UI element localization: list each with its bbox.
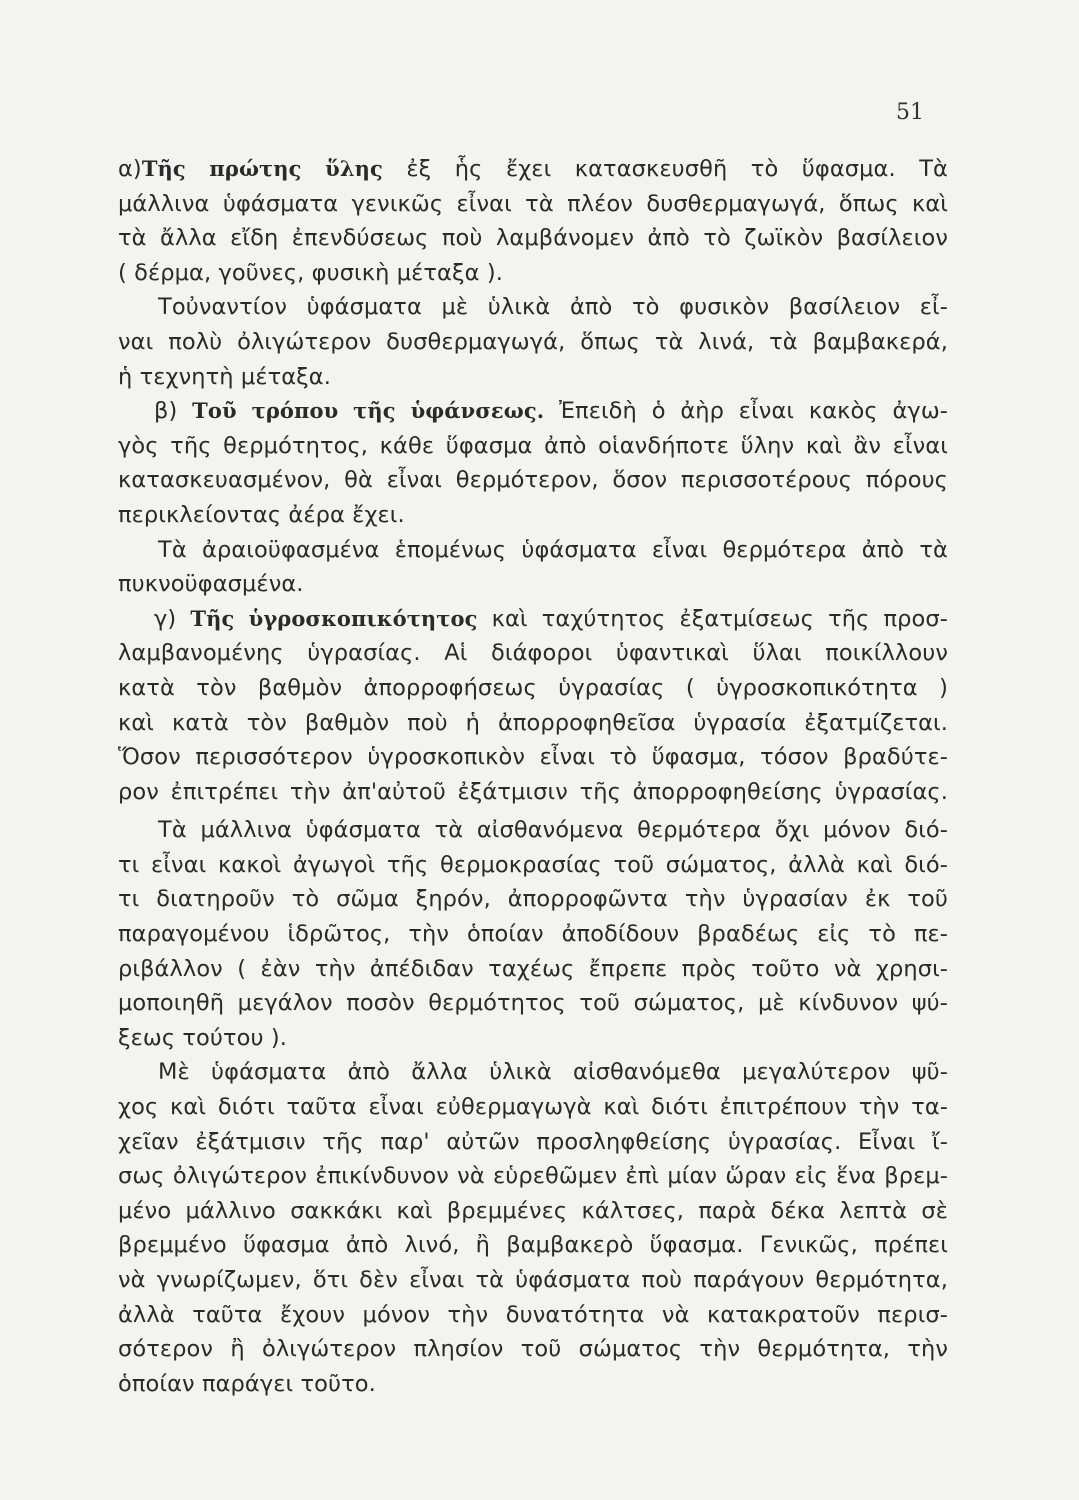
section-b-first-line [118,394,948,429]
text-line: ( δέρμα, γοῦνες, φυσικὴ μέταξα ). [118,259,503,286]
text-line: χεῖαν ἐξάτμισιν τῆς παρ' αὐτῶν προσληφθείσης ὑγρασίας. Εἶναι ἴ- [118,1128,948,1155]
section-a-heading: Τῆς πρώτης ὕλης [141,156,383,181]
text-line: Ὅσον περισσότερον ὑγροσκοπικὸν εἶναι τὸ ὕφασμα, τόσον βραδύτε- [118,744,948,771]
section-b-heading: Τοῦ τρόπου τῆς ὑφάνσεως. [192,398,545,424]
text-line: κατὰ τὸν βαθμὸν ἀπορροφήσεως ὑγρασίας ( ὑγροσκοπικότητα ) [118,674,948,701]
text-line: τι διατηροῦν τὸ σῶμα ξηρόν, ἀπορροφῶντα τὴν ὑγρασίαν ἐκ τοῦ [118,886,948,913]
text-line: καὶ κατὰ τὸν βαθμὸν ποὺ ἡ ἀπορροφηθεῖσα ὑγρασία ἐξατμίζεται. [118,709,948,736]
text-line: ὁποίαν παράγει τοῦτο. [118,1370,376,1397]
page-number: 51 [896,100,924,125]
text-line: τὰ ἄλλα εἴδη ἐπενδύσεως ποὺ λαμβάνομεν ἀπὸ τὸ ζωϊκὸν βασίλειον [118,225,948,252]
text-line: τι εἶναι κακοὶ ἀγωγοὶ τῆς θερμοκρασίας τοῦ σώματος, ἀλλὰ καὶ διό- [118,851,948,878]
body-text [118,152,948,1401]
text-line: σότερον ἢ ὀλιγώτερον πλησίον τοῦ σώματος τὴν θερμότητα, τὴν [118,1336,948,1363]
text-line: περικλείοντας ἀέρα ἔχει. [118,501,405,528]
text-line: μοποιηθῆ μεγάλον ποσὸν θερμότητος τοῦ σώματος, μὲ κίνδυνον ψύ- [118,990,948,1017]
text-line: πυκνοϋφασμένα. [118,571,304,598]
text-line: νὰ γνωρίζωμεν, ὅτι δὲν εἶναι τὰ ὑφάσματα ποὺ παράγουν θερμότητα, [118,1267,948,1293]
text-line: ἀλλὰ ταῦτα ἔχουν μόνον τὴν δυνατότητα νὰ κατακρατοῦν περισ- [118,1301,948,1328]
text-line: Τὰ μάλλινα ὑφάσματα τὰ αἰσθανόμενα θερμότερα ὄχι μόνον διό- [158,817,948,844]
text-line: γὸς τῆς θερμότητος, κάθε ὕφασμα ἀπὸ οἱανδήποτε ὕλην καὶ ἂν εἶναι [118,432,948,459]
text-line: λαμβανομένης ὑγρασίας. Αἱ διάφοροι ὑφαντικαὶ ὕλαι ποικίλλουν [118,640,948,667]
text-line: παραγομένου ἱδρῶτος, τὴν ὁποίαν ἀποδίδουν βραδέως εἰς τὸ πε- [118,921,948,948]
text-line: Τὰ ἀραιοϋφασμένα ἑπομένως ὑφάσματα εἶναι θερμότερα ἀπὸ τὰ [158,536,948,563]
text-line: Τοὐναντίον ὑφάσματα μὲ ὑλικὰ ἀπὸ τὸ φυσικὸν βασίλειον εἶ- [158,294,948,321]
section-a-line1-rest: ἐξ ἧς ἔχει κατασκευσθῆ τὸ ὕφασμα. Τὰ [382,156,948,182]
section-b-marker: β) [154,398,178,425]
section-b-line1-rest: Ἐπειδὴ ὁ ἀὴρ εἶναι κακὸς ἀγω- [544,398,948,425]
text-line: σως ὀλιγώτερον ἐπικίνδυνον νὰ εὑρεθῶμεν ἐπὶ μίαν ὥραν εἰς ἕνα βρεμ- [118,1163,948,1190]
text-line: βρεμμένο ὕφασμα ἀπὸ λινό, ἢ βαμβακερὸ ὕφασμα. Γενικῶς, πρέπει [118,1232,948,1259]
text-line: ἡ τεχνητὴ μέταξα. [118,363,331,390]
text-line: χος καὶ διότι ταῦτα εἶναι εὐθερμαγωγὰ καὶ διότι ἐπιτρέπουν τὴν τα- [118,1094,948,1121]
section-c-marker: γ) [154,605,177,632]
section-a-marker: α) [118,156,142,182]
section-a-first-line [118,152,948,187]
section-c-heading: Τῆς ὑγροσκοπικότητος [190,605,478,631]
text-line: Μὲ ὑφάσματα ἀπὸ ἄλλα ὑλικὰ αἰσθανόμεθα μεγαλύτερον ψῦ- [158,1059,948,1086]
text-line: ναι πολὺ ὀλιγώτερον δυσθερμαγωγά, ὅπως τὰ λινά, τὰ βαμβακερά, [118,328,948,355]
text-line: ξεως τούτου ). [118,1024,288,1051]
text-line: μένο μάλλινο σακκάκι καὶ βρεμμένες κάλτσες, παρὰ δέκα λεπτὰ σὲ [118,1197,948,1224]
section-c-line1-rest: καὶ ταχύτητος ἐξατμίσεως τῆς προσ- [477,605,948,632]
text-line: ρον ἐπιτρέπει τὴν ἀπ'αὐτοῦ ἐξάτμισιν τῆς ἀπορροφηθείσης ὑγρασίας. [118,778,948,805]
text-line: κατασκευασμένον, θὰ εἶναι θερμότερον, ὅσον περισσοτέρους πόρους [118,467,948,494]
text-line: μάλλινα ὑφάσματα γενικῶς εἶναι τὰ πλέον δυσθερμαγωγά, ὅπως καὶ [118,190,948,217]
section-c-first-line [118,602,948,637]
text-line: ριβάλλον ( ἐὰν τὴν ἀπέδιδαν ταχέως ἔπρεπε πρὸς τοῦτο νὰ χρησι- [118,955,948,982]
